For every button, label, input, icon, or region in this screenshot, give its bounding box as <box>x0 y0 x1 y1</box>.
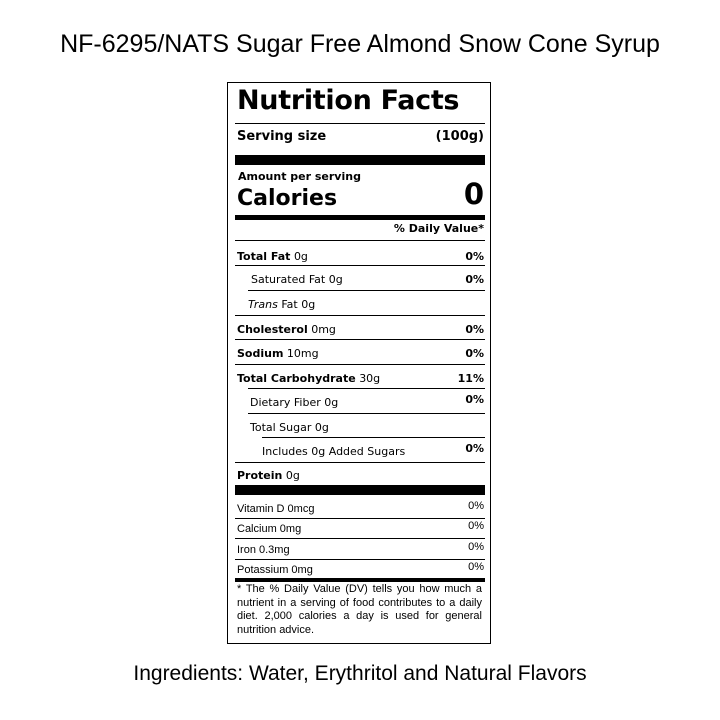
nutrient-amount: 0g <box>301 298 316 311</box>
divider <box>262 437 485 438</box>
nutrient-row-total-fat <box>237 250 484 263</box>
divider <box>248 388 485 389</box>
serving-size-label: Serving size <box>237 129 327 144</box>
serving-size-row <box>237 129 484 144</box>
vitamin-name: Calcium 0mg <box>237 523 302 535</box>
calories-label: Calories <box>237 186 338 211</box>
nutrient-name: Includes 0g Added Sugars <box>262 445 406 458</box>
nutrient-row-saturated-fat <box>251 273 484 286</box>
nutrient-amount: 30g <box>359 372 381 385</box>
product-title: NF-6295/NATS Sugar Free Almond Snow Cone Syrup <box>60 30 660 58</box>
daily-value-footnote: * The % Daily Value (DV) tells you how much a nutrient in a serving of food contributes to a daily diet. 2,000 calories a day is used for general nutrition advice. <box>237 583 482 636</box>
serving-size-value: (100g) <box>435 129 484 144</box>
nutrient-name: Total Carbohydrate <box>237 372 356 385</box>
nutrient-amount: 0g <box>324 396 339 409</box>
nutrient-row-dietary-fiber <box>250 393 484 409</box>
nutrient-dv: 0% <box>465 393 484 406</box>
daily-value-header: % Daily Value* <box>393 222 484 235</box>
nutrient-row-total-sugar <box>250 421 484 434</box>
divider <box>235 462 485 463</box>
divider <box>235 123 485 124</box>
nutrient-amount: 10mg <box>286 347 319 360</box>
calories-value: 0 <box>463 177 484 211</box>
divider <box>235 538 485 539</box>
vitamin-name: Iron 0.3mg <box>237 544 290 556</box>
nutrient-row-total-carbohydrate <box>237 372 484 385</box>
amount-per-serving: Amount per serving <box>238 170 361 183</box>
nutrient-dv: 0% <box>465 442 484 455</box>
vitamin-row <box>237 500 484 515</box>
divider <box>235 518 485 519</box>
vitamin-dv: 0% <box>468 561 484 573</box>
nutrient-row-cholesterol <box>237 323 484 336</box>
vitamin-dv: 0% <box>468 541 484 553</box>
medium-divider <box>235 578 485 582</box>
daily-value-header-row <box>237 222 484 235</box>
nutrition-facts-label <box>227 82 491 644</box>
nutrient-dv: 11% <box>457 372 484 385</box>
vitamin-name: Vitamin D 0mcg <box>237 503 315 515</box>
nutrient-name: Sodium <box>237 347 284 360</box>
divider <box>248 413 485 414</box>
divider <box>235 364 485 365</box>
nutrient-name: Dietary Fiber <box>250 396 321 409</box>
nutrient-name: Trans <box>248 298 278 311</box>
thick-divider <box>235 485 485 495</box>
nutrient-dv: 0% <box>465 273 484 286</box>
calories-row <box>237 179 484 211</box>
nutrient-row-trans-fat <box>248 298 484 311</box>
ingredients-list: Ingredients: Water, Erythritol and Natural Flavors <box>133 662 587 685</box>
nutrition-facts-heading: Nutrition Facts <box>237 85 460 116</box>
nutrient-name-suffix: Fat <box>281 298 298 311</box>
nutrient-amount: 0g <box>328 273 343 286</box>
nutrient-name: Total Sugar <box>250 421 312 434</box>
vitamin-row <box>237 561 484 576</box>
divider <box>235 315 485 316</box>
nutrient-amount: 0g <box>314 421 329 434</box>
vitamin-name: Potassium 0mg <box>237 564 313 576</box>
divider <box>235 265 485 266</box>
nutrient-name: Protein <box>237 469 283 482</box>
vitamin-row <box>237 541 484 556</box>
nutrient-row-protein <box>237 469 484 482</box>
nutrient-row-added-sugars <box>262 442 484 458</box>
nutrient-amount: 0mg <box>311 323 336 336</box>
thick-divider <box>235 155 485 165</box>
vitamin-dv: 0% <box>468 520 484 532</box>
vitamin-dv: 0% <box>468 500 484 512</box>
nutrient-dv: 0% <box>465 323 484 336</box>
divider <box>235 559 485 560</box>
nutrient-dv: 0% <box>465 250 484 263</box>
nutrient-dv: 0% <box>465 347 484 360</box>
nutrient-name: Saturated Fat <box>251 273 326 286</box>
nutrient-amount: 0g <box>293 250 308 263</box>
divider <box>248 290 485 291</box>
medium-divider <box>235 215 485 220</box>
nutrient-amount: 0g <box>285 469 300 482</box>
vitamin-row <box>237 520 484 535</box>
nutrient-row-sodium <box>237 347 484 360</box>
divider <box>235 240 485 241</box>
divider <box>235 339 485 340</box>
nutrient-name: Total Fat <box>237 250 291 263</box>
nutrient-name: Cholesterol <box>237 323 308 336</box>
